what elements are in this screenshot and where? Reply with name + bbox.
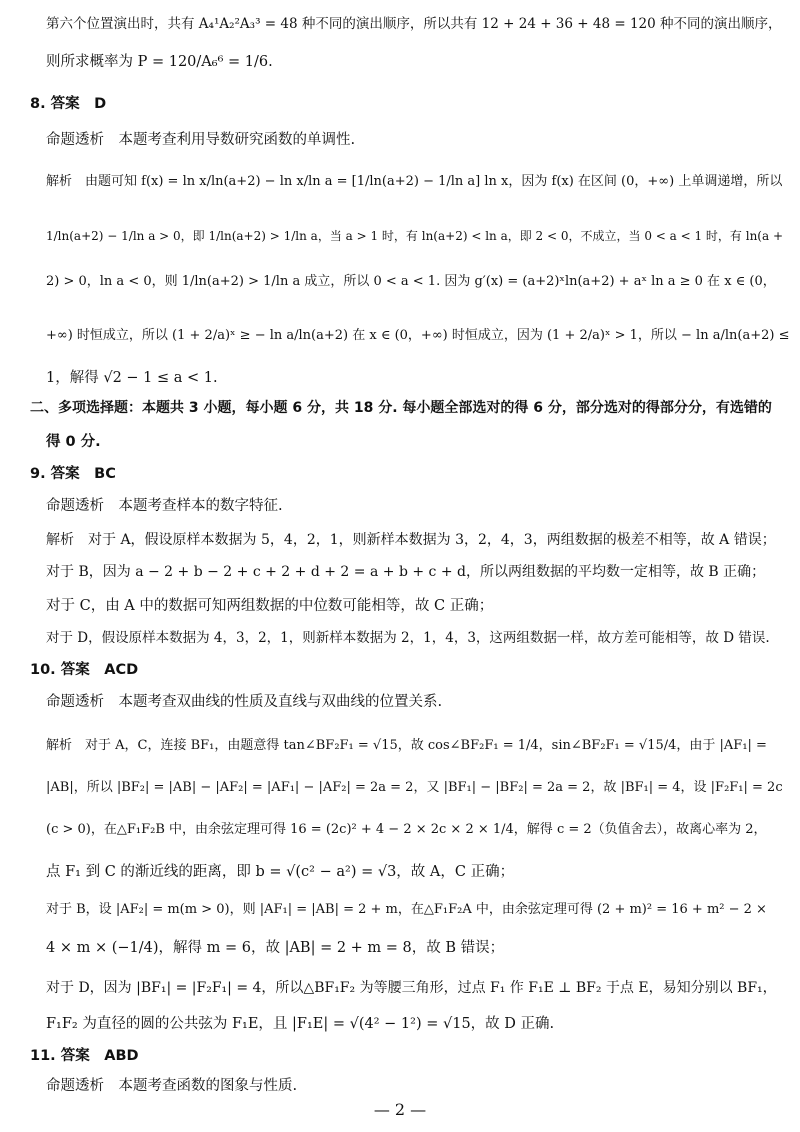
text-line: +∞) 时恒成立，所以 (1 + 2/a)ˣ ≥ − ln a/ln(a+2) 在 x ∈ (0，+∞) 时恒成立，因为 (1 + 2/a)ˣ > 1，所以 − ln a/ln(a+2) ≤ bbox=[46, 328, 790, 343]
text-line: 解析 对于 A，假设原样本数据为 5，4，2，1，则新样本数据为 3，2，4，3，两组数据的极差不相等，故 A 错误； bbox=[46, 532, 776, 548]
analysis-line: 命题透析 本题考查函数的图象与性质. bbox=[46, 1078, 298, 1094]
text-line: 1，解得 √2 − 1 ≤ a < 1. bbox=[46, 370, 218, 386]
text-line: 第六个位置演出时，共有 A₄¹A₂²A₃³ = 48 种不同的演出顺序，所以共有 12 + 24 + 36 + 48 = 120 种不同的演出顺序， bbox=[46, 16, 782, 32]
text-line: 则所求概率为 P = 120/A₆⁶ = 1/6. bbox=[46, 54, 273, 70]
answer-heading: 10. 答案 ACD bbox=[30, 662, 139, 678]
text-line: 1/ln(a+2) − 1/ln a > 0，即 1/ln(a+2) > 1/ln a，当 a > 1 时，有 ln(a+2) < ln a，即 2 < 0，不成立，当 0 < a < 1 时，有 ln(a + bbox=[46, 229, 784, 243]
answer-heading: 8. 答案 D bbox=[30, 96, 107, 112]
text-line: 解析 由题可知 f(x) = ln x/ln(a+2) − ln x/ln a = [1/ln(a+2) − 1/ln a] ln x，因为 f(x) 在区间 (0，+∞) 上单调递增，所以 bbox=[46, 174, 783, 189]
text-line: F₁F₂ 为直径的圆的公共弦为 F₁E，且 |F₁E| = √(4² − 1²) = √15，故 D 正确. bbox=[46, 1016, 555, 1032]
text-line: |AB|，所以 |BF₂| = |AB| − |AF₂| = |AF₁| − |AF₂| = 2a = 2，又 |BF₁| − |BF₂| = 2a = 2，故 |BF₁| = 4，设 |F₂F₁| = 2c bbox=[46, 780, 783, 795]
text-line: 对于 D，因为 |BF₁| = |F₂F₁| = 4，所以△BF₁F₂ 为等腰三角形，过点 F₁ 作 F₁E ⊥ BF₂ 于点 E，易知分别以 BF₁， bbox=[46, 980, 777, 996]
text-line: 对于 D，假设原样本数据为 4，3，2，1，则新样本数据为 2，1，4，3，这两组数据一样，故方差可能相等，故 D 错误. bbox=[46, 630, 770, 646]
section-heading: 二、多项选择题：本题共 3 小题，每小题 6 分，共 18 分. 每小题全部选对的得 6 分，部分选对的得部分分，有选错的 bbox=[30, 400, 772, 416]
analysis-line: 命题透析 本题考查利用导数研究函数的单调性. bbox=[46, 132, 356, 148]
text-line: 4 × m × (−1/4)，解得 m = 6，故 |AB| = 2 + m = 8，故 B 错误； bbox=[46, 940, 505, 956]
analysis-line: 命题透析 本题考查样本的数字特征. bbox=[46, 498, 283, 514]
analysis-line: 命题透析 本题考查双曲线的性质及直线与双曲线的位置关系. bbox=[46, 694, 443, 710]
text-line: (c > 0)，在△F₁F₂B 中，由余弦定理可得 16 = (2c)² + 4 − 2 × 2c × 2 × 1/4，解得 c = 2（负值舍去），故离心率为 2， bbox=[46, 822, 767, 837]
text-line: 2) > 0，ln a < 0，则 1/ln(a+2) > 1/ln a 成立，所以 0 < a < 1. 因为 g′(x) = (a+2)ˣln(a+2) + aˣ ln a ≥ 0 在 x ∈ (0， bbox=[46, 274, 776, 289]
text-line: 对于 B，因为 a − 2 + b − 2 + c + 2 + d + 2 = a + b + c + d，所以两组数据的平均数一定相等，故 B 正确； bbox=[46, 564, 766, 580]
text-line: 对于 B，设 |AF₂| = m(m > 0)，则 |AF₁| = |AB| = 2 + m，在△F₁F₂A 中，由余弦定理可得 (2 + m)² = 16 + m² − 2 × bbox=[46, 902, 767, 917]
section-heading: 得 0 分. bbox=[46, 434, 101, 450]
text-line: 对于 C，由 A 中的数据可知两组数据的中位数可能相等，故 C 正确； bbox=[46, 598, 494, 614]
answer-heading: 11. 答案 ABD bbox=[30, 1048, 139, 1064]
text-line: 解析 对于 A，C，连接 BF₁，由题意得 tan∠BF₂F₁ = √15，故 cos∠BF₂F₁ = 1/4，sin∠BF₂F₁ = √15/4，由于 |AF₁| = bbox=[46, 738, 767, 753]
page-number: — 2 — bbox=[373, 1100, 427, 1119]
answer-heading: 9. 答案 BC bbox=[30, 466, 116, 482]
text-line: 点 F₁ 到 C 的渐近线的距离，即 b = √(c² − a²) = √3，故 A，C 正确； bbox=[46, 864, 515, 880]
